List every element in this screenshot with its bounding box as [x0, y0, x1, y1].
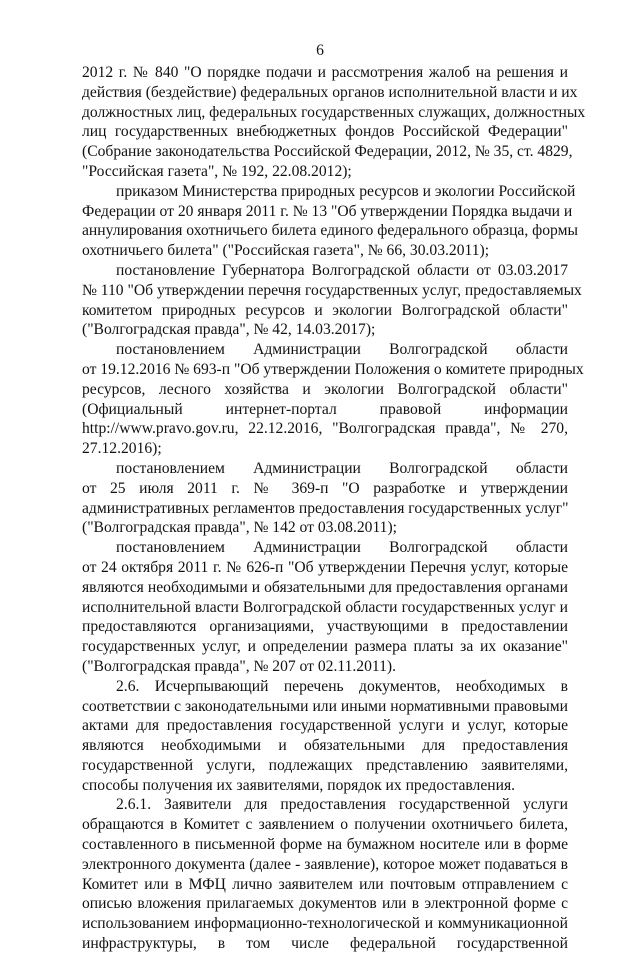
text-line: от 19.12.2016 № 693-п "Об утверждении Положения о комитете природных: [82, 360, 584, 378]
text-line: лиц государственных внебюджетных фондов Российской Федерации": [82, 123, 568, 141]
text-line: от 24 октября 2011 г. № 626-п "Об утверждении Перечня услуг, которые: [82, 558, 568, 576]
text-line: составленного в письменной форме на бумажном носителе или в форме: [82, 836, 568, 854]
document-body: [82, 63, 586, 954]
text-line: постановлением Администрации Волгоградской области: [116, 459, 568, 477]
text-line: Комитет или в МФЦ лично заявителем или почтовым отправлением с: [82, 875, 568, 893]
text-line: описью вложения прилагаемых документов или в электронной форме с: [82, 895, 568, 913]
text-line: государственных услуг, и определении размера платы за их оказание": [82, 638, 568, 656]
text-line: "Российская газета", № 192, 22.08.2012);: [82, 162, 352, 180]
text-line: 2.6.1. Заявители для предоставления государственной услуги: [116, 796, 568, 814]
text-line: актами для предоставления государственной услуги и услуг, которые: [82, 717, 568, 735]
text-line: соответствии с законодательными или иными нормативными правовыми: [82, 697, 568, 715]
text-line: использованием информационно-технологической и коммуникационной: [82, 915, 568, 933]
text-line: способы получения их заявителями, порядок их предоставления.: [82, 776, 516, 794]
text-line: ресурсов, лесного хозяйства и экологии Волгоградской области": [82, 380, 568, 398]
text-line: постановлением Администрации Волгоградской области: [116, 341, 568, 359]
text-line: 27.12.2016);: [82, 440, 162, 458]
text-line: ("Волгоградская правда", № 42, 14.03.2017);: [82, 321, 376, 339]
text-line: постановлением Администрации Волгоградской области: [116, 539, 568, 557]
text-line: инфраструктуры, в том числе федеральной государственной: [82, 935, 568, 953]
text-line: охотничьего билета" ("Российская газета", № 66, 30.03.2011);: [82, 242, 490, 260]
text-line: (Официальный интернет-портал правовой информации: [82, 400, 568, 418]
text-line: комитетом природных ресурсов и экологии Волгоградской области": [82, 301, 568, 319]
text-line: постановление Губернатора Волгоградской области от 03.03.2017: [116, 261, 568, 279]
text-line: № 110 "Об утверждении перечня государственных услуг, предоставляемых: [82, 281, 582, 299]
text-line: от 25 июля 2011 г. № 369-п "О разработке и утверждении: [82, 479, 568, 497]
paragraph: [82, 340, 584, 459]
paragraph: [82, 677, 568, 796]
page-number: 6: [316, 42, 324, 59]
text-line: электронного документа (далее - заявление), которое может подаваться в: [82, 855, 568, 873]
text-line: являются необходимыми и обязательными для предоставления органами: [82, 578, 568, 596]
paragraph: [82, 182, 578, 261]
paragraph: [82, 261, 582, 340]
text-line: действия (бездействие) федеральных органов исполнительной власти и их: [82, 83, 578, 101]
text-line: являются необходимыми и обязательными для предоставления: [82, 737, 568, 755]
text-line: приказом Министерства природных ресурсов и экологии Российской: [116, 182, 576, 200]
text-line: административных регламентов предоставления государственных услуг": [82, 499, 569, 517]
text-line: Федерации от 20 января 2011 г. № 13 "Об утверждении Порядка выдачи и: [82, 202, 573, 220]
text-line: предоставляются организациями, участвующими в предоставлении: [82, 618, 568, 636]
text-line: ("Волгоградская правда", № 142 от 03.08.2011);: [82, 519, 397, 537]
paragraph: [82, 795, 568, 953]
paragraph: [82, 538, 568, 677]
text-line: государственной услуги, подлежащих представлению заявителями,: [82, 756, 568, 774]
paragraph: [82, 459, 568, 538]
text-line: http://www.pravo.gov.ru, 22.12.2016, "Волгоградская правда", № 270,: [82, 420, 568, 438]
text-line: исполнительной власти Волгоградской области государственных услуг и: [82, 598, 568, 616]
paragraph: [82, 63, 586, 182]
text-line: (Собрание законодательства Российской Федерации, 2012, № 35, ст. 4829,: [82, 143, 573, 161]
text-line: ("Волгоградская правда", № 207 от 02.11.2011).: [82, 657, 396, 675]
text-line: аннулирования охотничьего билета единого федерального образца, формы: [82, 222, 578, 240]
text-line: 2.6. Исчерпывающий перечень документов, необходимых в: [116, 677, 568, 695]
text-line: 2012 г. № 840 "О порядке подачи и рассмотрения жалоб на решения и: [82, 64, 568, 81]
text-line: должностных лиц, федеральных государственных служащих, должностных: [82, 103, 586, 121]
text-line: обращаются в Комитет с заявлением о получении охотничьего билета,: [82, 816, 568, 834]
